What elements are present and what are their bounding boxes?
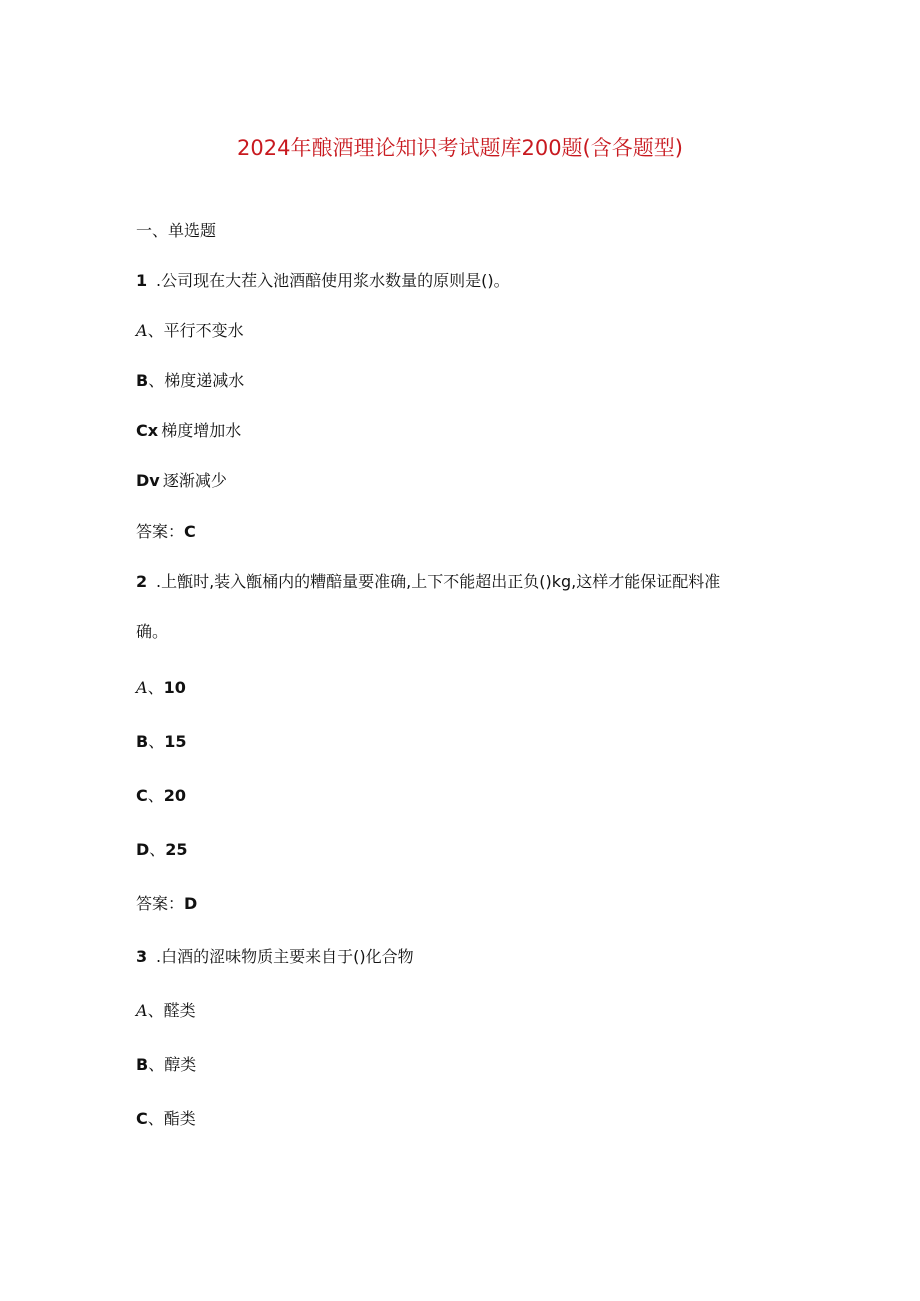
option-letter: A <box>136 678 148 697</box>
option-text: 20 <box>163 786 187 805</box>
question-3 <box>136 945 414 969</box>
option-separator: 、 <box>147 678 164 697</box>
answer-value: D <box>184 894 198 913</box>
option-2d <box>136 838 188 862</box>
option-1d <box>136 469 227 493</box>
option-text: 梯度增加水 <box>161 421 242 440</box>
answer-2 <box>136 892 197 916</box>
option-text: 醇类 <box>164 1055 197 1074</box>
option-separator: 、 <box>147 321 164 340</box>
option-separator: 、 <box>148 1055 165 1074</box>
option-2a <box>136 676 186 700</box>
option-letter: B <box>136 732 149 751</box>
option-letter: C <box>136 1109 148 1128</box>
option-separator: 、 <box>148 371 165 390</box>
option-1a <box>136 319 244 343</box>
option-1b <box>136 369 244 393</box>
question-number: 1 <box>136 271 148 290</box>
option-separator: 、 <box>147 786 164 805</box>
option-letter: B <box>136 371 149 390</box>
option-separator: 、 <box>148 732 165 751</box>
option-text: 梯度递减水 <box>164 371 245 390</box>
question-number: 2 <box>136 572 148 591</box>
option-2b <box>136 730 186 754</box>
option-3a <box>136 999 196 1023</box>
option-letter: C <box>136 786 148 805</box>
answer-1 <box>136 520 196 544</box>
question-number: 3 <box>136 947 148 966</box>
answer-label: 答案： <box>136 894 185 913</box>
option-3c <box>136 1107 196 1131</box>
option-text: 醛类 <box>163 1001 196 1020</box>
option-text: 平行不变水 <box>163 321 244 340</box>
question-text: .白酒的涩味物质主要来自于()化合物 <box>156 947 414 966</box>
option-3b <box>136 1053 196 1077</box>
question-2 <box>136 570 720 594</box>
question-text: .上甑时,装入甑桶内的糟醅量要准确,上下不能超出正负()kg,这样才能保证配料准 <box>156 572 721 591</box>
option-2c <box>136 784 186 808</box>
option-1c <box>136 419 241 443</box>
answer-label: 答案： <box>136 522 185 541</box>
option-text: 酯类 <box>163 1109 196 1128</box>
section-heading: 一、单选题 <box>136 221 217 240</box>
option-text: 25 <box>165 840 188 859</box>
option-text: 10 <box>163 678 186 697</box>
option-text: 逐渐减少 <box>162 471 227 490</box>
option-letter: Cx <box>136 421 159 440</box>
document-title: 2024年酿酒理论知识考试题库200题(含各题型) <box>237 136 683 160</box>
option-separator: 、 <box>147 1001 164 1020</box>
option-text: 15 <box>164 732 187 751</box>
option-letter: B <box>136 1055 149 1074</box>
option-letter: D <box>136 840 150 859</box>
option-separator: 、 <box>147 1109 164 1128</box>
question-text: .公司现在大茬入池酒醅使用浆水数量的原则是()。 <box>156 271 510 290</box>
answer-value: C <box>184 522 196 541</box>
question-1 <box>136 269 510 293</box>
option-separator: 、 <box>149 840 166 859</box>
option-letter: Dv <box>136 471 160 490</box>
option-letter: A <box>136 1001 148 1020</box>
option-letter: A <box>136 321 148 340</box>
question-2-continuation: 确。 <box>136 622 169 641</box>
